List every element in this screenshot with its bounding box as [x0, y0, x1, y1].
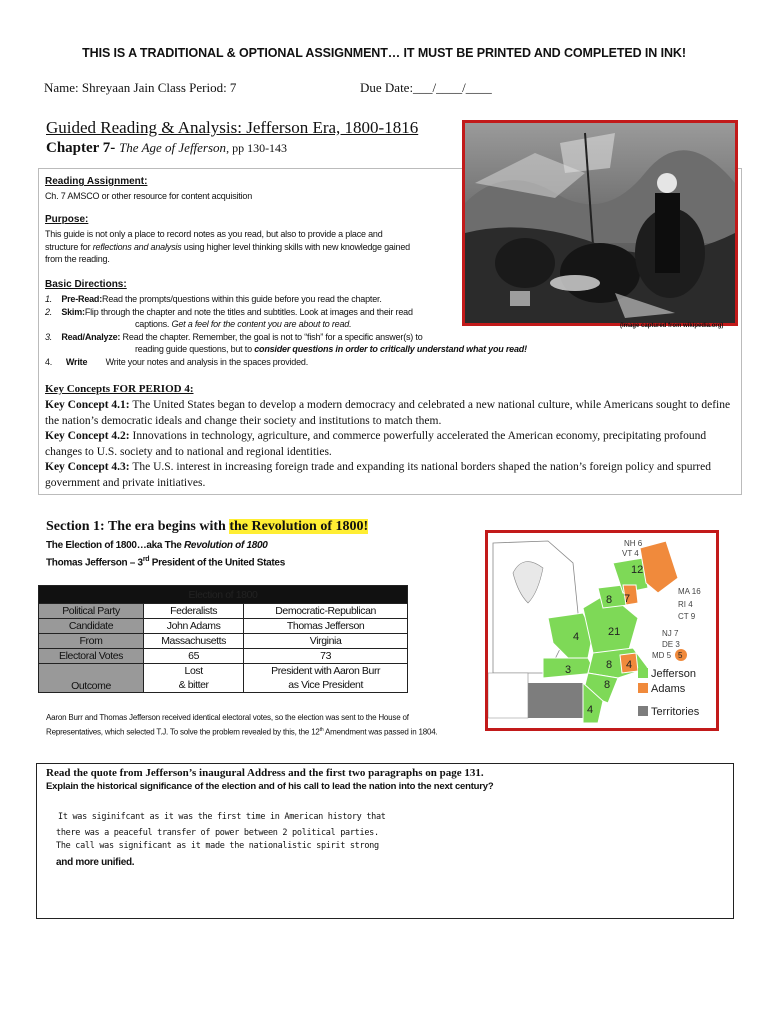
direction-label: Write: [65, 356, 88, 367]
student-name-line: Name: Shreyaan Jain Class Period: 7: [44, 80, 237, 95]
direction-cont-emphasis: consider questions in order to critically understand what you read!: [254, 344, 527, 354]
nh-label: NH 6: [624, 539, 643, 548]
ny-votes: 12: [631, 564, 644, 576]
legend-jefferson: Jefferson: [651, 668, 697, 680]
federalist-cell: 65: [144, 649, 244, 664]
footnote-ordinal: th: [319, 727, 324, 733]
key-concepts-heading: Key Concepts FOR PERIOD 4:: [45, 383, 194, 395]
key-concepts-list: [45, 398, 735, 491]
key-concept-item: [45, 398, 735, 429]
election-1800-table: [38, 585, 408, 693]
nj-label: NJ 7: [662, 629, 679, 638]
pa-jefferson-votes: 8: [606, 594, 613, 606]
federalist-cell: Lost & bitter: [144, 664, 244, 693]
direction-number: 3.: [45, 331, 53, 342]
reading-assignment-heading: Reading Assignment:: [45, 176, 148, 187]
president-text: Thomas Jefferson – 3: [46, 557, 143, 569]
direction-text: Write your notes and analysis in the spaces provided.: [105, 356, 309, 367]
answer-line: The call was significant as it made the nationalistic spirit strong: [56, 841, 379, 851]
table-row: [39, 649, 408, 664]
section-title-highlight: the Revolution of 1800!: [229, 519, 369, 534]
legend-jefferson-swatch: [638, 668, 648, 678]
election-footnote: [46, 712, 456, 739]
dem-rep-cell: Thomas Jefferson: [244, 619, 408, 634]
row-label: Electoral Votes: [39, 649, 144, 664]
legend-adams: Adams: [651, 683, 686, 695]
footnote-text-end: Amendment was passed in 1804.: [323, 727, 438, 737]
chapter-pages: , pp 130-143: [226, 141, 288, 155]
election-map: [485, 530, 719, 731]
legend-adams-swatch: [638, 683, 648, 693]
subtitle-text: The Election of 1800…aka The: [46, 540, 185, 551]
direction-text: Read the chapter. Remember, the goal is not to “fish” for a specific answer(s) to: [122, 331, 423, 342]
directions-heading: Basic Directions:: [45, 279, 127, 290]
direction-number: 2.: [45, 306, 53, 317]
row-label: Political Party: [39, 604, 144, 619]
directions-list: [45, 293, 605, 368]
purpose-heading: Purpose:: [45, 214, 89, 225]
tn-votes: 3: [565, 664, 572, 676]
dem-rep-cell: Virginia: [244, 634, 408, 649]
nc-jefferson-votes: 8: [606, 659, 613, 671]
purpose-line-1: This guide is not only a place to record notes as you read, but also to provide a place and: [45, 229, 383, 239]
chapter-title: [46, 140, 287, 157]
direction-label: Skim:: [61, 306, 85, 317]
federalist-cell: Massachusetts: [144, 634, 244, 649]
direction-item: [45, 356, 605, 369]
table-row: [39, 619, 408, 634]
key-concept-item: [45, 429, 735, 460]
direction-label: Pre-Read:: [61, 294, 103, 304]
direction-text: Read the prompts/questions within this guide before you read the chapter.: [102, 294, 382, 304]
md-label: MD 5: [652, 651, 672, 660]
pa-adams-votes: 7: [624, 593, 631, 605]
direction-cont-emphasis: Get a feel for the content you are about to read.: [171, 319, 352, 329]
md-adams-votes: 5: [678, 651, 683, 660]
purpose-line-3: from the reading.: [45, 254, 110, 264]
purpose-line-2: [45, 241, 455, 254]
ct-label: CT 9: [678, 612, 696, 621]
direction-item: [45, 331, 605, 344]
purpose-text: [45, 228, 455, 266]
purpose-line-2-end: using higher level thinking skills with new knowledge gained: [181, 241, 410, 252]
chapter-label: Chapter 7-: [46, 140, 116, 156]
legend-territories-swatch: [638, 706, 648, 716]
table-row: [39, 634, 408, 649]
answer-line: there was a peaceful transfer of power between 2 political parties.: [56, 828, 379, 838]
key-concept-text: The U.S. interest in increasing foreign trade and expanding its national borders shaped the nation’s foreign policy and spurred government and private initiatives.: [45, 461, 711, 489]
assignment-banner: THIS IS A TRADITIONAL & OPTIONAL ASSIGNMENT… IT MUST BE PRINTED AND COMPLETED IN INK!: [82, 46, 686, 60]
key-concept-text: The United States began to develop a modern democracy and celebrated a new national culture, while Americans sought to define the nation’s democratic ideals and change their society and institutions to match them.: [45, 399, 731, 427]
row-label: Outcome: [39, 664, 144, 693]
table-row: [39, 604, 408, 619]
row-label: Candidate: [39, 619, 144, 634]
direction-cont-text: reading guide questions, but to: [135, 344, 252, 354]
section-1-title: [46, 519, 368, 535]
key-concept-label: Key Concept 4.1:: [45, 399, 130, 411]
de-label: DE 3: [662, 640, 680, 649]
direction-label: Read/Analyze:: [61, 331, 121, 342]
key-concept-text: Innovations in technology, agriculture, and commerce powerfully accelerated the American economy, precipitating profound changes to U.S. society and to national and regional identities.: [45, 430, 707, 458]
table-title: Election of 1800: [39, 586, 408, 604]
dem-rep-cell: Democratic-Republican: [244, 604, 408, 619]
direction-item: [45, 306, 605, 319]
direction-continuation: [45, 343, 605, 356]
section-title-text: Section 1: The era begins with: [46, 519, 230, 534]
purpose-line-2-start: structure for: [45, 241, 93, 252]
table-row: [39, 664, 408, 693]
section-1-subtitle: [46, 540, 268, 551]
row-label: From: [39, 634, 144, 649]
key-concept-label: Key Concept 4.3:: [45, 461, 130, 473]
nc-adams-votes: 4: [626, 659, 633, 671]
direction-item: [45, 293, 605, 306]
key-concept-label: Key Concept 4.2:: [45, 430, 130, 442]
reading-assignment-text: Ch. 7 AMSCO or other resource for content acquisition: [45, 191, 253, 201]
federalist-cell: John Adams: [144, 619, 244, 634]
key-concept-item: [45, 460, 735, 491]
direction-text: Flip through the chapter and note the titles and subtitles. Look at images and their read: [84, 306, 413, 317]
ga-votes: 4: [587, 704, 594, 716]
territory-region: [528, 683, 583, 718]
image-caption: (Image captured from wikipedia.org): [620, 323, 724, 329]
answer-line: It was siginifcant as it was the first time in American history that: [58, 812, 386, 822]
ma-label: MA 16: [678, 587, 701, 596]
section-1-president-line: [46, 556, 285, 568]
question-prompt: Explain the historical significance of the election and of his call to lead the nation into the next century?: [46, 781, 494, 792]
direction-cont-text: captions.: [135, 319, 170, 329]
due-date-line: Due Date:___/____/____: [360, 80, 492, 95]
federalist-cell: Federalists: [144, 604, 244, 619]
ordinal-suffix: rd: [142, 556, 150, 563]
election-map-svg: [488, 533, 716, 728]
answer-line: and more unified.: [56, 857, 135, 868]
subtitle-emphasis: Revolution of 1800: [184, 540, 268, 551]
question-title: Read the quote from Jefferson’s inaugural Address and the first two paragraphs on page 131.: [46, 767, 484, 779]
va-votes: 21: [608, 626, 621, 638]
page-title: Guided Reading & Analysis: Jefferson Era, 1800-1816: [46, 118, 419, 137]
footnote-text: Aaron Burr and Thomas Jefferson received identical electoral votes, so the election was sent to the House of Representatives, which selected T.J. To solve the problem revealed by this, the 12: [46, 713, 409, 737]
dem-rep-cell: 73: [244, 649, 408, 664]
direction-continuation: [45, 318, 605, 331]
dem-rep-cell: President with Aaron Burr as Vice President: [244, 664, 408, 693]
president-text-end: President of the United States: [149, 557, 285, 569]
sc-votes: 8: [604, 679, 611, 691]
ky-votes: 4: [573, 631, 580, 643]
direction-number: 1.: [45, 294, 53, 304]
legend-territories: Territories: [651, 706, 700, 718]
ri-label: RI 4: [678, 600, 693, 609]
purpose-emphasis: reflections and analysis: [92, 241, 182, 252]
vt-label: VT 4: [622, 549, 639, 558]
direction-number: 4.: [45, 356, 53, 367]
chapter-name: The Age of Jefferson: [119, 140, 227, 155]
